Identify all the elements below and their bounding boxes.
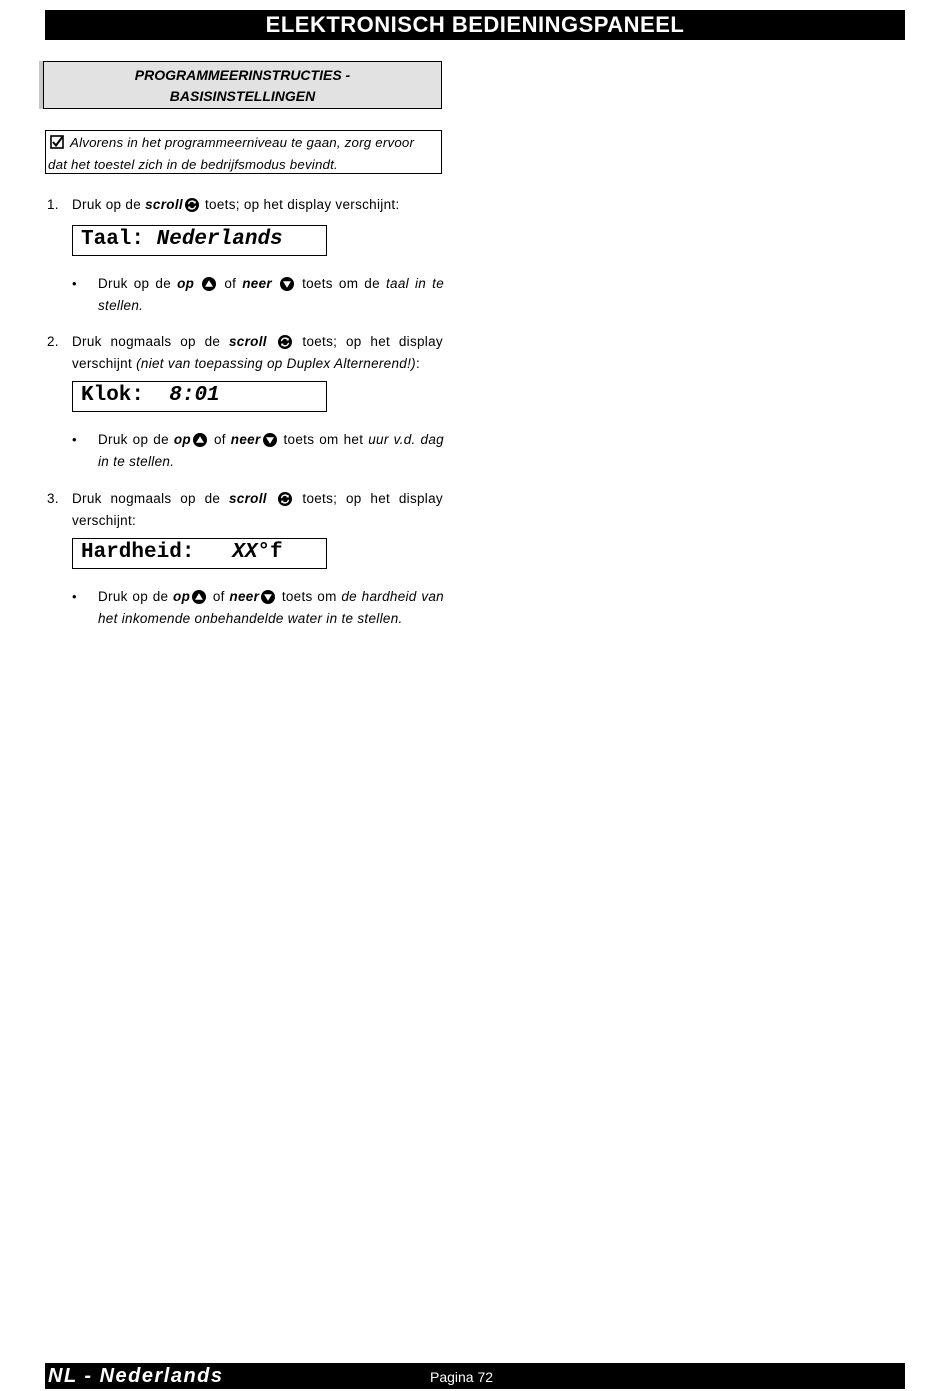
- footer-page-number: Pagina 72: [430, 1369, 494, 1385]
- note-line2: dat het toestel zich in de bedrijfsmodus bevindt.: [48, 157, 338, 172]
- step-number: 2.: [47, 334, 59, 349]
- bullet-icon: •: [72, 589, 77, 604]
- step-number: 1.: [47, 197, 59, 212]
- up-key-icon: [202, 277, 216, 296]
- down-key-icon: [263, 433, 277, 452]
- lcd-value: 8:01: [169, 384, 220, 407]
- page-header: [45, 10, 905, 40]
- checkbox-checked-icon: [50, 135, 64, 155]
- lcd-label: Hardheid:: [81, 541, 195, 564]
- note-box: [45, 130, 442, 174]
- lcd-value: Nederlands: [156, 228, 283, 251]
- footer-language: NL - Nederlands: [48, 1365, 224, 1387]
- down-key-icon: [261, 590, 275, 609]
- down-key-icon: [280, 277, 294, 296]
- section-title-line2: BASISINSTELLINGEN: [169, 88, 316, 104]
- lcd-label: Klok:: [81, 384, 145, 407]
- scroll-key-icon: [278, 492, 292, 511]
- lcd-unit: °f: [257, 541, 283, 564]
- bullet-icon: •: [72, 276, 77, 291]
- lcd-display: [72, 538, 327, 569]
- header-title: ELEKTRONISCH BEDIENINGSPANEEL: [265, 12, 685, 37]
- section-title-line1: PROGRAMMEERINSTRUCTIES -: [134, 67, 351, 83]
- lcd-value: XX: [232, 541, 258, 564]
- step-text: Druk nogmaals op de scroll toets; op het display verschijnt (niet van toepassing op Duplex Alternerend!):: [72, 334, 443, 371]
- bullet-text: Druk op de op of neer toets om het uur v.d. dag in te stellen.: [98, 432, 444, 469]
- scroll-key-icon: [185, 198, 199, 217]
- up-key-icon: [193, 433, 207, 452]
- bullet-text: Druk op de op of neer toets om de taal in te stellen.: [98, 276, 445, 313]
- scroll-key-icon: [278, 335, 292, 354]
- section-title-box: [43, 61, 442, 109]
- step-text: Druk nogmaals op de scroll toets; op het display verschijnt:: [72, 491, 443, 528]
- bullet-icon: •: [72, 432, 77, 447]
- bullet-text: Druk op de op of neer toets om de hardheid van het inkomende onbehandelde water in te stellen.: [98, 589, 444, 626]
- lcd-display: [72, 225, 327, 256]
- page-footer: [45, 1363, 905, 1389]
- lcd-display: [72, 381, 327, 412]
- up-key-icon: [192, 590, 206, 609]
- lcd-label: Taal:: [81, 228, 145, 251]
- note-line1: Alvorens in het programmeerniveau te gaan, zorg ervoor: [70, 135, 415, 150]
- step-text: Druk op de scroll toets; op het display verschijnt:: [72, 195, 443, 217]
- step-number: 3.: [47, 491, 59, 506]
